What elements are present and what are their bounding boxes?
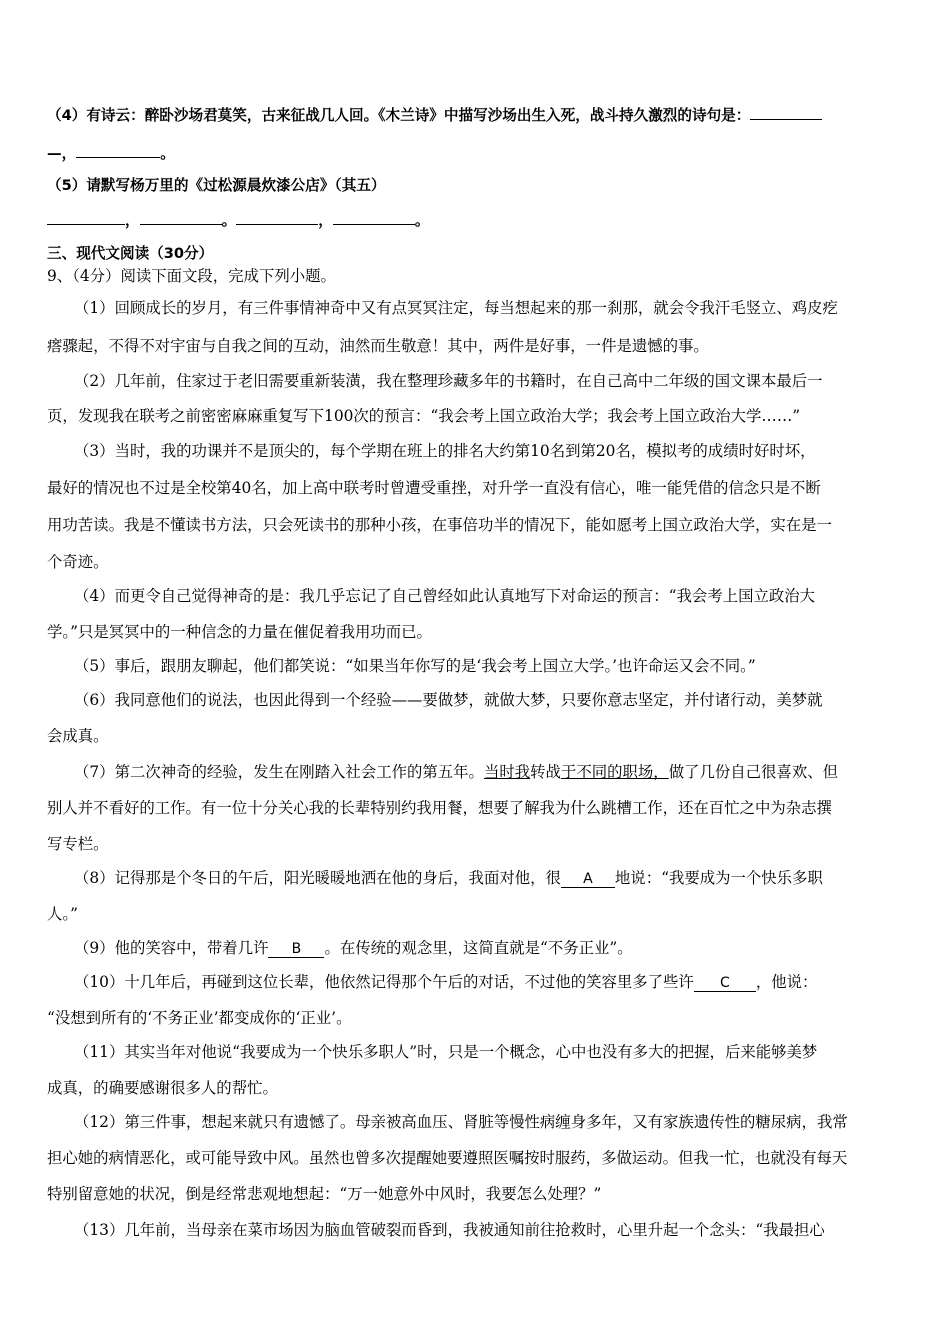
- p7-underlined-1: 当时我: [483, 763, 531, 781]
- q5-blanks-line: [47, 210, 907, 231]
- q5-punct-1: ，: [125, 212, 140, 229]
- q5-punct-2: 。: [221, 212, 237, 229]
- passage-p6-line2: 会成真。: [47, 727, 109, 745]
- passage-p11-line2: 成真，的确要感谢很多人的帮忙。: [47, 1079, 278, 1097]
- p7-underlined-2: 于不同的职场，: [560, 763, 669, 781]
- passage-p11-line1: （11）其实当年对他说“我要成为一个快乐多职人”时，只是一个概念，心中也没有多大的把握，后来能够美梦: [74, 1043, 818, 1061]
- passage-p3-line2: 最好的情况也不过是全校第40名，加上高中联考时曾遭受重挫，对升学一直没有信心，唯一能凭借的信念只是不断: [47, 479, 821, 497]
- passage-p4-line2: 学。”只是冥冥中的一种信念的力量在催促着我用功而已。: [47, 623, 432, 641]
- q5-blank-4[interactable]: [333, 210, 415, 225]
- q5-punct-3: ，: [318, 212, 333, 229]
- p10-text-b: ，他说：: [755, 973, 818, 991]
- question-9-prompt: 9、（4分）阅读下面文段，完成下列小题。: [47, 267, 336, 285]
- blank-a[interactable]: A: [561, 871, 615, 888]
- p7-text-a: （7）第二次神奇的经验，发生在刚踏入社会工作的第五年。: [74, 763, 484, 781]
- blank-b[interactable]: B: [268, 941, 324, 958]
- passage-p7-line1: [74, 762, 934, 782]
- p10-text-a: （10）十几年后，再碰到这位长辈，他依然记得那个午后的对话，不过他的笑容里多了些许: [74, 973, 694, 991]
- blank-c[interactable]: C: [694, 975, 756, 992]
- passage-p10-line2: “没想到所有的‘不务正业’都变成你的‘正业’。: [47, 1009, 352, 1027]
- passage-p10-line1: [74, 972, 934, 992]
- q4-line2: [47, 143, 907, 164]
- passage-p9-line1: [74, 938, 934, 958]
- passage-p8-line2: 人。”: [47, 905, 78, 923]
- passage-p3-line1: （3）当时，我的功课并不是顶尖的，每个学期在班上的排名大约第10名到第20名，模拟考的成绩时好时坏，: [74, 442, 816, 460]
- q5-title: （5）请默写杨万里的《过松源晨炊漆公店》（其五）: [47, 177, 386, 194]
- passage-p7-line2: 别人并不看好的工作。有一位十分关心我的长辈特别约我用餐，想要了解我为什么跳槽工作，还在百忙之中为杂志撰: [47, 799, 832, 817]
- q4-end: 。: [160, 145, 175, 162]
- p9-text-a: （9）他的笑容中，带着几许: [74, 939, 269, 957]
- passage-p12-line1: （12）第三件事，想起来就只有遗憾了。母亲被高血压、肾脏等慢性病缠身多年，又有家族遗传性的糖尿病，我常: [74, 1113, 848, 1131]
- passage-p3-line3: 用功苦读。我是不懂读书方法，只会死读书的那种小孩，在事倍功半的情况下，能如愿考上国立政治大学，实在是一: [47, 516, 832, 534]
- section-heading: 三、现代文阅读（30分）: [47, 245, 214, 262]
- q5-punct-4: 。: [414, 212, 430, 229]
- q5-blank-3[interactable]: [236, 210, 318, 225]
- passage-p4-line1: （4）而更令自己觉得神奇的是：我几乎忘记了自己曾经如此认真地写下对命运的预言：“我会考上国立政治大: [74, 587, 816, 605]
- passage-p13-line1: （13）几年前，当母亲在菜市场因为脑血管破裂而昏到，我被通知前往抢救时，心里升起一个念头：“我最担心: [74, 1221, 825, 1239]
- p9-text-b: 。在传统的观念里，这简直就是“不务正业”。: [324, 939, 633, 957]
- q5-blank-1[interactable]: [47, 210, 125, 225]
- passage-p1-line2: 瘩骤起，不得不对宇宙与自我之间的互动，油然而生敬意！其中，两件是好事，一件是遗憾的事。: [47, 337, 709, 355]
- passage-p3-line4: 个奇迹。: [47, 553, 109, 571]
- p7-text-b: 转战: [530, 763, 561, 781]
- p7-text-c: 做了几份自己很喜欢、但: [668, 763, 838, 781]
- q4-sep: —，: [47, 145, 77, 162]
- passage-p5-line1: （5）事后，跟朋友聊起，他们都笑说：“如果当年你写的是‘我会考上国立大学。’也许命运又会不同。”: [74, 657, 756, 675]
- p8-text-a: （8）记得那是个冬日的午后，阳光暖暖地洒在他的身后，我面对他，很: [74, 869, 561, 887]
- passage-p1-line1: （1）回顾成长的岁月，有三件事情神奇中又有点冥冥注定，每当想起来的那一刹那，就会令我汗毛竖立、鸡皮疙: [74, 299, 838, 317]
- passage-p8-line1: [74, 868, 934, 888]
- q5-blank-2[interactable]: [140, 210, 222, 225]
- passage-p2-line1: （2）几年前，住家过于老旧需要重新装潢，我在整理珍藏多年的书籍时，在自己高中二年级的国文课本最后一: [74, 372, 823, 390]
- passage-p6-line1: （6）我同意他们的说法，也因此得到一个经验——要做梦，就做大梦，只要你意志坚定，并付诸行动，美梦就: [74, 691, 823, 709]
- q4-blank-2[interactable]: [76, 143, 160, 158]
- q4-blank-1[interactable]: [750, 105, 822, 120]
- q4-line1: [47, 105, 907, 126]
- passage-p7-line3: 写专栏。: [47, 835, 109, 853]
- p8-text-b: 地说：“我要成为一个快乐多职: [614, 869, 823, 887]
- passage-p12-line2: 担心她的病情恶化，或可能导致中风。虽然也曾多次提醒她要遵照医嘱按时服药，多做运动。但我一忙，也就没有每天: [47, 1149, 848, 1167]
- q4-text: （4）有诗云：醉卧沙场君莫笑，古来征战几人回。《木兰诗》中描写沙场出生入死，战斗持久激烈的诗句是：: [47, 107, 751, 124]
- passage-p12-line3: 特别留意她的状况，倒是经常悲观地想起：“万一她意外中风时，我要怎么处理？”: [47, 1185, 602, 1203]
- passage-p2-line2: 页，发现我在联考之前密密麻麻重复写下100次的预言：“我会考上国立政治大学；我会考上国立政治大学……”: [47, 407, 801, 425]
